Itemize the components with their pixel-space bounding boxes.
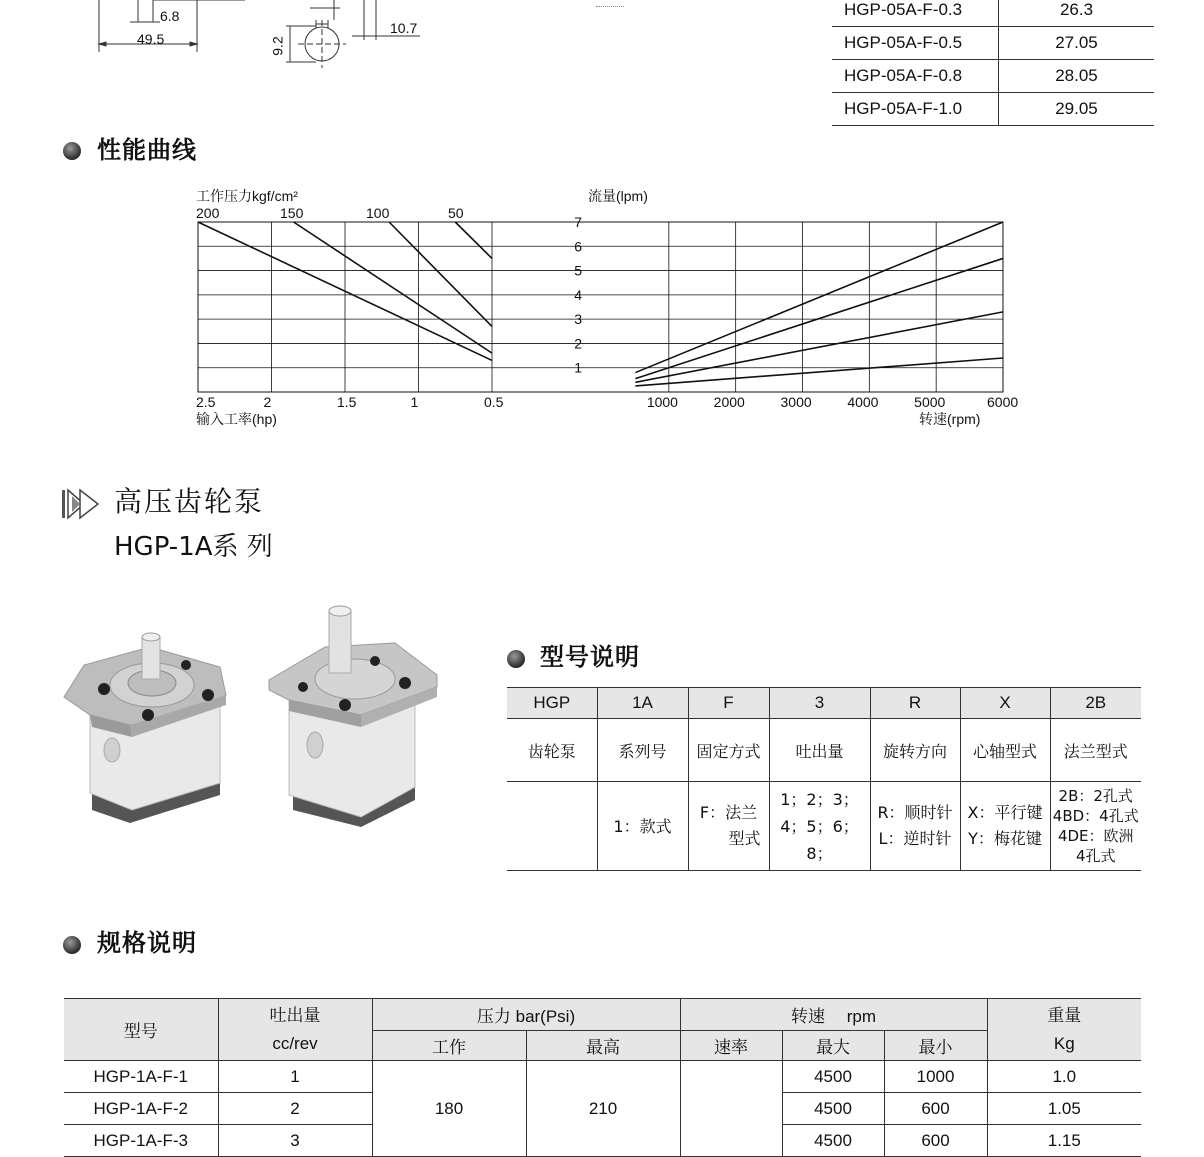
model-meaning-cell: 固定方式 xyxy=(688,719,769,782)
header-speed-min: 最小 xyxy=(884,1031,987,1061)
rate-cell xyxy=(680,1061,782,1157)
series-line-left-150 xyxy=(294,222,492,353)
y-tick-label: 2 xyxy=(574,335,582,352)
weight-model: HGP-05A-F-1.0 xyxy=(832,93,999,126)
model-code-cell: 3 xyxy=(769,688,870,719)
y-tick-label: 1 xyxy=(574,359,582,376)
table-row: HGP-1A-F-1 1 180 210 4500 1000 1.0 xyxy=(64,1061,1141,1093)
model-code-table xyxy=(507,687,1141,871)
model-code-cell: 2B xyxy=(1050,688,1141,719)
gear-pump-photo-right xyxy=(265,605,445,830)
performance-chart xyxy=(190,185,1020,435)
header-pressure: 压力 bar(Psi) xyxy=(372,999,680,1031)
model-meaning-cell: 齿轮泵 xyxy=(507,719,597,782)
model-title: 型号说明 xyxy=(540,643,640,671)
y-tick-label: 3 xyxy=(574,311,582,328)
option-cell-rotation: R：顺时针 L：逆时针 xyxy=(870,782,960,871)
series-line-right-1.0 xyxy=(635,222,1003,373)
bottom-tick-label: 0.5 xyxy=(484,394,504,410)
section-bullet-icon xyxy=(507,650,525,668)
table-row xyxy=(832,93,1154,126)
option-cell-displacement: 1；2；3； 4；5；6； 8； xyxy=(769,782,870,871)
weight-value: 27.05 xyxy=(999,27,1155,60)
option-cell-hgp xyxy=(507,782,597,871)
performance-title: 性能曲线 xyxy=(97,136,197,164)
weight-model: HGP-05A-F-0.5 xyxy=(832,27,999,60)
model-meaning-cell: 系列号 xyxy=(597,719,688,782)
right-x-axis-title: 转速(rpm) xyxy=(919,411,981,427)
section-bullet-icon xyxy=(63,936,81,954)
bottom-tick-label: 1 xyxy=(410,394,419,410)
model-code-cell: 1A xyxy=(597,688,688,719)
drawing-fragment xyxy=(596,0,624,7)
dim-label-49-5: 49.5 xyxy=(137,31,165,47)
header-speed-max: 最大 xyxy=(782,1031,884,1061)
double-arrow-icon xyxy=(62,488,102,520)
series-line-left-100 xyxy=(389,222,492,326)
hp-title: 高压齿轮泵 xyxy=(114,485,265,518)
y-tick-label: 6 xyxy=(574,238,582,255)
header-rate: 速率 xyxy=(680,1031,782,1061)
x-tick-label: 5000 xyxy=(914,394,946,410)
left-top-axis-title: 工作压力kgf/cm² xyxy=(196,188,298,204)
series-line-left-50 xyxy=(455,222,492,258)
table-row: HGP-1A-F-2 2 4500 600 1.05 xyxy=(64,1093,1141,1125)
weight-model: HGP-05A-F-0.8 xyxy=(832,60,999,93)
y-tick-label: 4 xyxy=(574,286,582,303)
bottom-tick-label: 2.5 xyxy=(196,394,216,410)
weight-value: 28.05 xyxy=(999,60,1155,93)
header-work: 工作 xyxy=(372,1031,526,1061)
spec-title: 规格说明 xyxy=(97,929,197,957)
top-tick-label: 150 xyxy=(280,205,304,221)
model-code-cell: X xyxy=(960,688,1050,719)
header-displacement: 吐出量 cc/rev xyxy=(218,999,372,1061)
option-cell-series: 1：款式 xyxy=(597,782,688,871)
x-tick-label: 1000 xyxy=(646,394,678,410)
weight-value: 29.05 xyxy=(999,93,1155,126)
model-meaning-cell: 旋转方向 xyxy=(870,719,960,782)
top-tick-label: 50 xyxy=(448,205,464,221)
dim-label-10-7: 10.7 xyxy=(390,20,418,36)
header-speed: 转速 rpm xyxy=(680,999,987,1031)
y-tick-label: 5 xyxy=(574,262,582,279)
x-tick-label: 4000 xyxy=(847,394,879,410)
dim-label-9-2: 9.2 xyxy=(269,36,286,56)
left-x-axis-title: 输入工率(hp) xyxy=(196,411,277,427)
x-tick-label: 2000 xyxy=(713,394,745,410)
option-cell-flange: 2B：2孔式 4BD：4孔式 4DE：欧洲 4孔式 xyxy=(1050,782,1141,871)
spec-table xyxy=(64,998,1141,1157)
work-pressure-cell: 180 xyxy=(372,1061,526,1157)
model-code-cell: R xyxy=(870,688,960,719)
weight-model: HGP-05A-F-0.3 xyxy=(832,0,999,27)
option-cell-mount: F：法兰 型式 xyxy=(688,782,769,871)
table-row: HGP-1A-F-3 3 4500 600 1.15 xyxy=(64,1125,1141,1157)
header-weight: 重量 Kg xyxy=(987,999,1141,1061)
right-y-axis-title: 流量(lpm) xyxy=(588,188,648,204)
x-tick-label: 3000 xyxy=(780,394,812,410)
hp-subtitle: HGP-1A系 列 xyxy=(114,532,273,562)
table-row xyxy=(832,60,1154,93)
max-pressure-cell: 210 xyxy=(526,1061,680,1157)
y-tick-label: 7 xyxy=(574,214,582,230)
top-tick-label: 200 xyxy=(196,205,220,221)
top-tick-label: 100 xyxy=(366,205,390,221)
x-tick-label: 6000 xyxy=(987,394,1019,410)
model-code-cell: F xyxy=(688,688,769,719)
model-meaning-cell: 法兰型式 xyxy=(1050,719,1141,782)
header-model: 型号 xyxy=(64,999,218,1061)
dim-label-6-8: 6.8 xyxy=(160,8,180,24)
table-row xyxy=(832,27,1154,60)
weight-value: 26.3 xyxy=(999,0,1155,27)
series-line-right-0.8 xyxy=(635,258,1003,378)
option-cell-shaft: X：平行键 Y：梅花键 xyxy=(960,782,1050,871)
bottom-tick-label: 1.5 xyxy=(337,394,357,410)
table-row xyxy=(832,0,1154,27)
section-bullet-icon xyxy=(63,142,81,160)
weight-table xyxy=(832,0,1154,126)
header-max: 最高 xyxy=(526,1031,680,1061)
gear-pump-photo-left xyxy=(60,625,235,825)
model-meaning-cell: 心轴型式 xyxy=(960,719,1050,782)
bottom-tick-label: 2 xyxy=(263,394,272,410)
model-meaning-cell: 吐出量 xyxy=(769,719,870,782)
model-code-cell: HGP xyxy=(507,688,597,719)
